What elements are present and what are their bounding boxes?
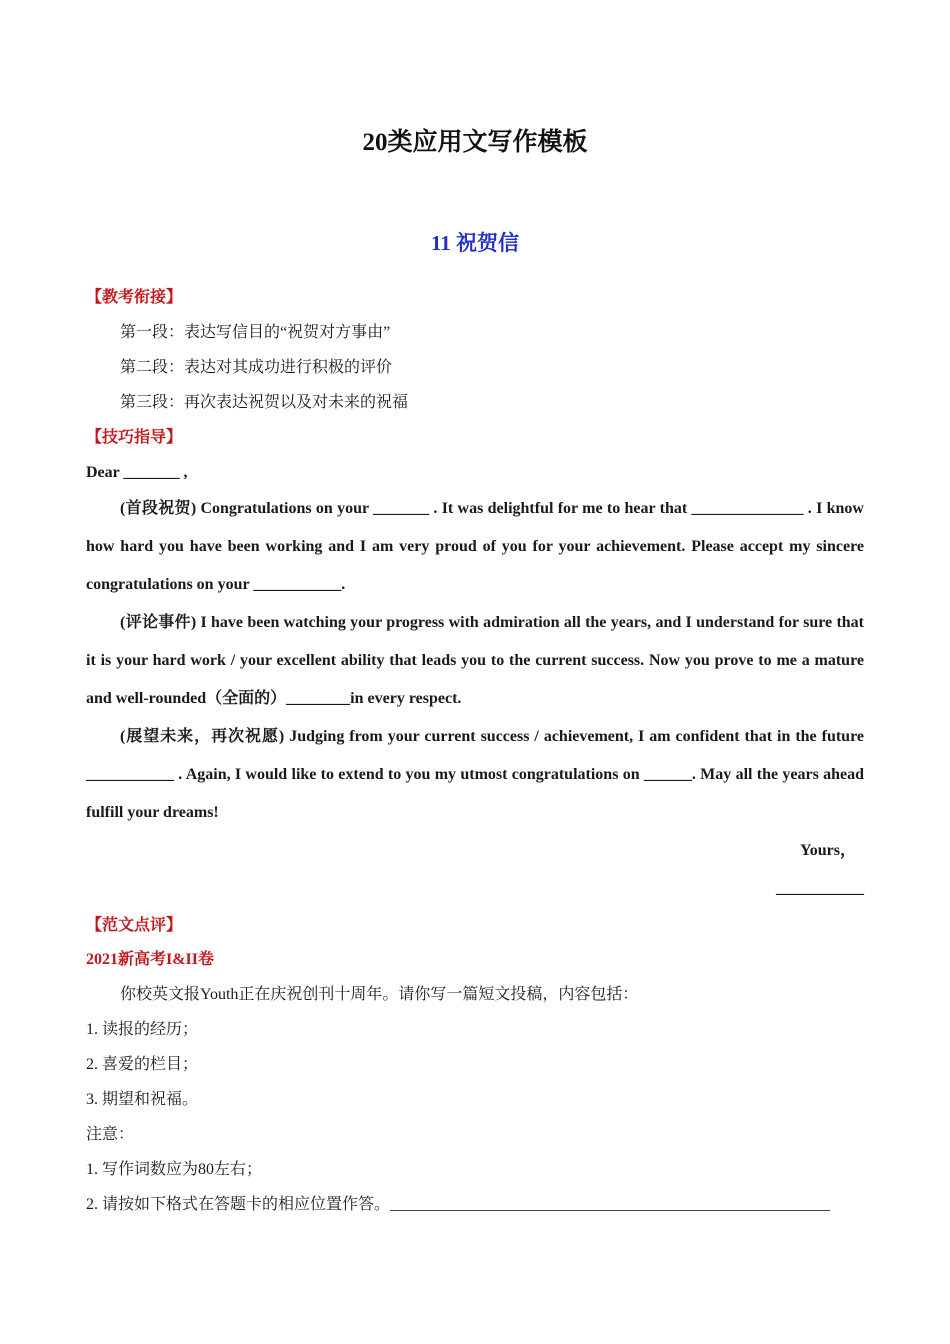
task-prompt: 你校英文报Youth正在庆祝创刊十周年。请你写一篇短文投稿，内容包括： [120,986,639,1003]
note-label: 注意： [86,1126,135,1143]
exam-label: 2021新高考I&II卷 [86,951,215,968]
section-title: 11 祝贺信 [430,231,520,255]
note-item: 2. 请按如下格式在答题卡的相应位置作答。_______________________________________________________ [86,1196,831,1213]
heading-teaching-link: 【教考衔接】 [86,289,183,306]
letter-salutation: Dear _______ , [86,464,188,481]
letter-signature-line: ___________ [776,880,864,897]
task-item: 2. 喜爱的栏目； [86,1056,199,1073]
outline-line: 第一段：表达写信目的“祝贺对方事由” [120,324,391,341]
main-title: 20类应用文写作模板 [362,129,588,156]
letter-paragraph-1: (首段祝贺) Congratulations on your _______ . It was delightful for me to hear that ______________ . I know how hard you have been working and I am very proud of you for your achievement. Please accept my sincere congratulations on your ___________. [86,500,864,593]
letter-template [86,455,864,908]
outline-line: 第三段：再次表达祝贺以及对未来的祝福 [120,394,409,411]
letter-closing: Yours， [799,842,856,859]
note-item: 1. 写作词数应为80左右； [86,1161,263,1178]
document-body [86,280,864,1223]
heading-skill-guide: 【技巧指导】 [86,429,183,446]
task-item: 1. 读报的经历； [86,1021,199,1038]
outline-line: 第二段：表达对其成功进行积极的评价 [120,359,393,376]
task-item: 3. 期望和祝福。 [86,1091,199,1108]
heading-sample-review: 【范文点评】 [86,917,183,934]
letter-paragraph-2: (评论事件) I have been watching your progress with admiration all the years, and I understand for sure that it is your hard work / your excellent ability that leads you to the current success. Now you prove to me a mature and well-rounded（全面的）________in every respect. [86,614,864,707]
letter-paragraph-3: (展望未来，再次祝愿) Judging from your current success / achievement, I am confident that in the future ___________ . Again, I would like to extend to you my utmost congratulations on ______. May all the years ahead fulfill your dreams! [86,728,864,821]
